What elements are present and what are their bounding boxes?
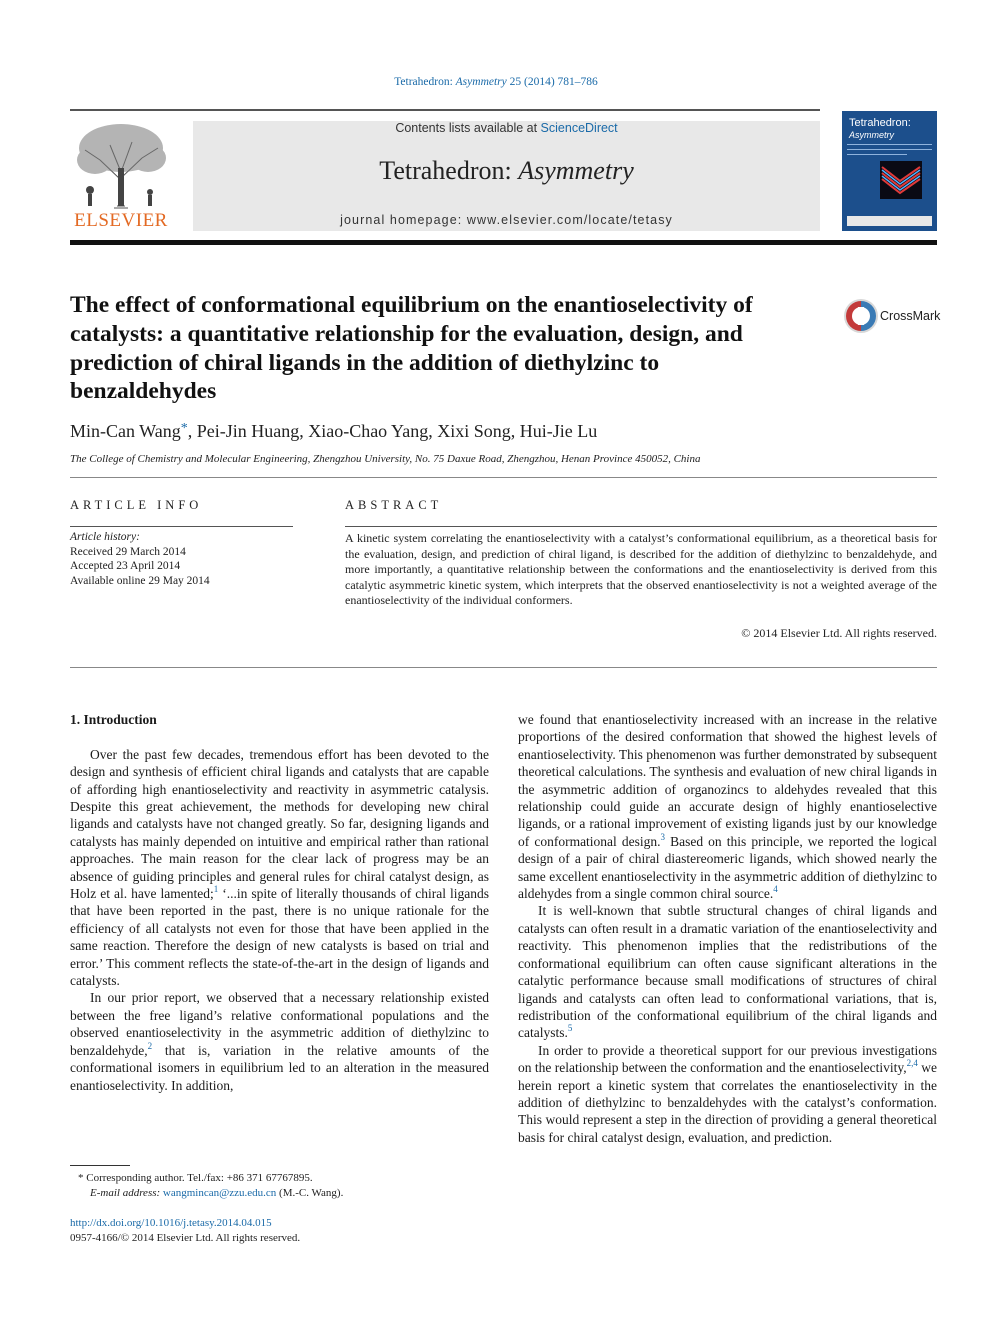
paragraph: In order to provide a theoretical support for our previous investigations on the relationship between the conformation and the enantioselectivity,$^{2,4}$ we herein report a kinetic system that correlates the enantioselectivity in the addition of diethylzinc to benzaldehydes with the catalyst’s conformation. This would represent a step in the direction of providing a general theoretical basis for chiral catalyst design, evaluation, and prediction.	[518, 1042, 938, 1145]
reference-link[interactable]: 1	[213, 884, 219, 895]
crossmark-label[interactable]: CrossMark	[880, 309, 941, 323]
crossmark-icon	[843, 298, 879, 334]
abstract-heading: ABSTRACT	[345, 498, 443, 512]
journal-homepage[interactable]: journal homepage: www.elsevier.com/locate/tetasy	[340, 213, 673, 227]
header-bottom-rule	[70, 240, 937, 245]
journal-cover-image: Tetrahedron: Asymmetry	[842, 111, 937, 231]
abstract-text: A kinetic system correlating the enantioselectivity with a catalyst’s conformational equilibrium, as a theoretical basis for the evaluation, design, and prediction of chiral ligand, is described for the addition of diethylzinc to benzaldehyde, and more importantly, a quantitative relationship between the conformations and the enantioselectivity is derived from this catalytic asymmetric kinetic system, which interprets that the observed enantioselectivity is not a weighted average of the enantioselectivity of the individual conformers.	[345, 531, 937, 608]
article-info-rule	[70, 526, 293, 527]
corresponding-author-footnote: * Corresponding author. Tel./fax: +86 371 67767895. E-mail address: wangmincan@zzu.edu.cn (M.-C. Wang).	[78, 1172, 344, 1199]
abstract-rule	[345, 526, 937, 527]
journal-name: Tetrahedron: Asymmetry	[379, 156, 634, 185]
affiliation: The College of Chemistry and Molecular Engineering, Zhengzhou University, No. 75 Daxue Road, Zhengzhou, Henan Province 450052, China	[70, 453, 701, 465]
paragraph: It is well-known that subtle structural changes of chiral ligands and catalysts can often result in a dramatic variation of the enantioselectivity and reactivity. This phenomenon implies that the redistributions of the conformational equilibrium can often cause significant alterations in the catalytic performance because small modifications of structures of chiral ligands and catalysts can often lead to conformational variations, that is, redistribution of the conformational equilibrium of the chiral ligands and catalysts.$^5$	[518, 903, 937, 1041]
paragraph: we found that enantioselectivity increased with an increase in the relative proportions of the desired conformation that showed the highest levels of enantioselectivity. This phenomenon was further demonstrated by subsequent theoretical calculations. The synthesis and evaluation of new chiral ligands in the asymmetric addition of organozincs to aldehydes revealed that this relationship could guide an accurate design of highly enantioselective ligands, or a rational improvement of existing ligands just by our knowledge of conformational design.$^3$ Based on this principle, we reported the logical design of a pair of chiral diastereomeric ligands, which showed nearly the same excellent enantioselectivity in the asymmetric addition of diethylzinc to aldehydes from a single common chiral source.$^4$	[518, 712, 937, 902]
reference-link[interactable]: 2,4	[906, 1058, 918, 1069]
footnote-rule	[70, 1165, 130, 1166]
reference-link[interactable]: 5	[567, 1023, 573, 1034]
journal-citation[interactable]: Tetrahedron: Asymmetry 25 (2014) 781–786	[394, 76, 598, 88]
paragraph: Over the past few decades, tremendous effort has been devoted to the design and synthesis of efficient chiral ligands and catalysts that are capable of affording high enantioselectivity and reactivity in asymmetric catalysis. Despite this great achievement, the methods for developing new chiral ligands and catalysts have not changed greatly. So far, designing ligands and catalysts has mainly depended on intuitive and empirical rather than rational approaches. The main reason for the clear lack of progress may be an absence of guiding principles and general rules for chiral catalyst design, as Holz et al. have lamented;$^1$ ‘...in spite of literally thousands of chiral ligands that have been reported in the past, there is no unique rationale for the efficiency of all catalysts not even for those that have been applied in the same reaction. Therefore the design of new catalysts is based on trial and error.’ This comment reflects the state-of-the-art in the design of ligands and catalysts.	[70, 746, 489, 989]
body-column-right	[518, 711, 937, 1146]
body-column-left	[70, 711, 489, 1094]
sciencedirect-link[interactable]: ScienceDirect	[540, 121, 618, 135]
email-link[interactable]: wangmincan@zzu.edu.cn	[162, 1187, 277, 1199]
article-info-heading: ARTICLE INFO	[70, 498, 203, 512]
doi-link[interactable]: http://dx.doi.org/10.1016/j.tetasy.2014.04.015	[70, 1217, 272, 1229]
received-date: Received 29 March 2014	[70, 545, 186, 558]
corresponding-author-mark[interactable]: *	[180, 421, 188, 436]
article-history: Article history: Received 29 March 2014 Accepted 23 April 2014 Available online 29 May 2014	[70, 531, 210, 587]
contents-line: Contents lists available at ScienceDirect	[395, 121, 618, 135]
paragraph: In our prior report, we observed that a necessary relationship existed between the free ligand’s relative conformational populations and the observed enantioselectivity in the asymmetric addition of diethylzinc to benzaldehyde,$^2$ that is, variation in the relative amounts of the conformational isomers in equilibrium led to an alteration in the measured enantioselectivity. In addition,	[70, 990, 489, 1093]
divider	[70, 667, 937, 668]
header-top-rule	[70, 109, 820, 111]
author-list: Min-Can Wang*, Pei-Jin Huang, Xiao-Chao Yang, Xixi Song, Hui-Jie Lu	[70, 421, 598, 441]
article-title: The effect of conformational equilibrium on the enantioselectivity of catalysts: a quantitative relationship for the evaluation, design, and prediction of chiral ligands in the addition of diethylzinc to benzaldehydes	[70, 292, 753, 405]
section-heading: 1. Introduction	[70, 712, 157, 727]
reference-link[interactable]: 4	[773, 884, 778, 895]
elsevier-wordmark: ELSEVIER	[74, 210, 168, 231]
accepted-date: Accepted 23 April 2014	[70, 560, 181, 573]
divider	[70, 477, 937, 478]
reference-link[interactable]: 3	[660, 831, 666, 842]
online-date: Available online 29 May 2014	[70, 574, 210, 587]
doi-block	[70, 1216, 300, 1246]
issn-line: 0957-4166/© 2014 Elsevier Ltd. All rights reserved.	[70, 1232, 301, 1244]
author-name: Min-Can Wang	[70, 421, 181, 441]
reference-link[interactable]: 2	[147, 1040, 153, 1051]
abstract-copyright: © 2014 Elsevier Ltd. All rights reserved.	[741, 626, 937, 640]
